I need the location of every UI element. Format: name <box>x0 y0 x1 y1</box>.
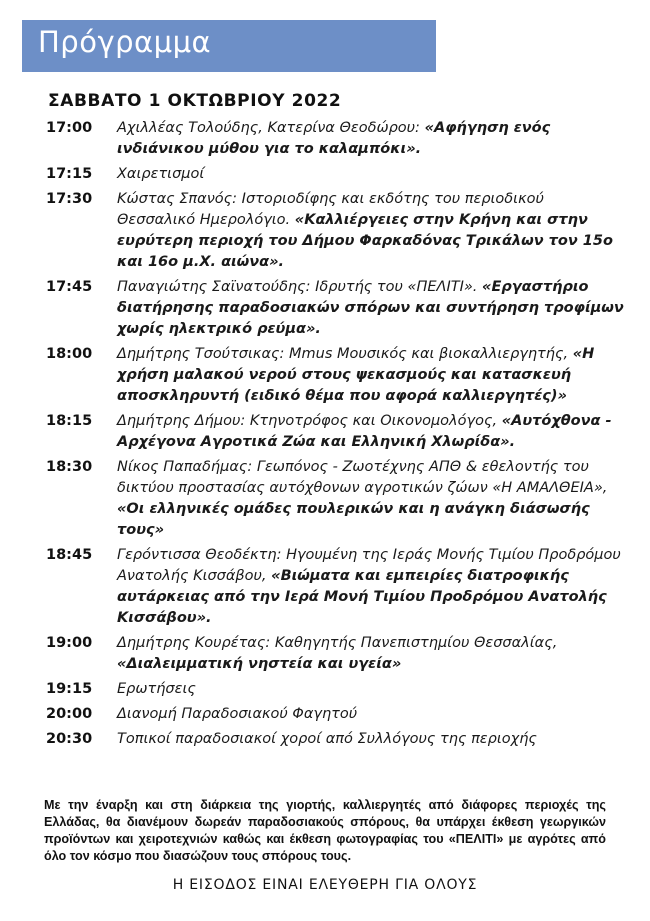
schedule-description <box>117 545 626 629</box>
footer-note: Με την έναρξη και στη διάρκεια της γιορτής, καλλιεργητές από διάφορες περιοχές της Ελλάδας, θα διανέμουν δωρεάν παραδοσιακούς σπόρους, θα υπάρχει έκθεση γεωργικών προϊόντων και χειροτεχνιών καθώς και έκθεση φωτογραφίας του «ΠΕΛΙΤΙ» με αγρότες από όλο τον κόσμο που διασώζουν τους σπόρους τους. <box>44 798 606 863</box>
talk-title: «Αφήγηση ενός ινδιάνικου μύθου για το καλαμπόκι». <box>117 120 551 157</box>
schedule-time: 17:15 <box>46 166 93 182</box>
schedule-item <box>46 344 626 407</box>
speaker-text: Τοπικοί παραδοσιακοί χοροί από Συλλόγους της περιοχής <box>117 731 537 747</box>
schedule-item <box>46 411 626 453</box>
talk-title: «Καλλιέργειες στην Κρήνη και στην ευρύτερη περιοχή του Δήμου Φαρκαδόνας Τρικάλων τον 15ο και 16ο μ.Χ. αιώνα». <box>117 212 613 270</box>
schedule-time: 18:30 <box>46 459 93 475</box>
date-heading: ΣΑΒΒΑΤΟ 1 ΟΚΤΩΒΡΙΟΥ 2022 <box>48 91 342 111</box>
free-entrance-notice: Η ΕΙΣΟΔΟΣ ΕΙΝΑΙ ΕΛΕΥΘΕΡΗ ΓΙΑ ΟΛΟΥΣ <box>172 877 478 893</box>
schedule-time: 17:30 <box>46 191 93 207</box>
schedule-description <box>117 344 626 407</box>
speaker-text: Δημήτρης Δήμου: Κτηνοτρόφος και Οικονομολόγος, <box>117 413 502 429</box>
schedule-time: 17:45 <box>46 279 93 295</box>
schedule-item <box>46 118 626 160</box>
schedule-time: 18:45 <box>46 547 93 563</box>
schedule-item <box>46 164 626 185</box>
schedule-item <box>46 457 626 541</box>
title-banner <box>22 20 436 72</box>
speaker-text: Παναγιώτης Σαϊνατούδης: Ιδρυτής του «ΠΕΛΙΤΙ». <box>117 279 483 295</box>
schedule-item <box>46 729 626 750</box>
schedule-description <box>117 729 626 750</box>
speaker-text: Ερωτήσεις <box>117 681 196 697</box>
schedule-time: 20:30 <box>46 731 93 747</box>
schedule-time: 18:00 <box>46 346 93 362</box>
schedule-list <box>46 118 626 750</box>
schedule-item <box>46 189 626 273</box>
schedule-description <box>117 277 626 340</box>
schedule-item <box>46 277 626 340</box>
schedule-description <box>117 189 626 273</box>
talk-title: «Η χρήση μαλακού νερού στους ψεκασμούς και κατασκευή αποσκληρυντή (ειδικό θέμα που αφορά καλλιεργητές)» <box>117 346 595 404</box>
talk-title: «Οι ελληνικές ομάδες πουλερικών και η ανάγκη διάσωσής τους» <box>117 501 590 538</box>
talk-title: «Διαλειμματική νηστεία και υγεία» <box>117 656 402 672</box>
schedule-description <box>117 679 626 700</box>
schedule-item <box>46 679 626 700</box>
schedule-time: 19:00 <box>46 635 93 651</box>
schedule-description <box>117 164 626 185</box>
talk-title: «Αυτόχθονα - Αρχέγονα Αγροτικά Ζώα και Ελληνική Χλωρίδα». <box>117 413 612 450</box>
schedule-description <box>117 457 626 541</box>
schedule-description <box>117 704 626 725</box>
schedule-description <box>117 118 626 160</box>
schedule-item <box>46 633 626 675</box>
schedule-description <box>117 633 626 675</box>
speaker-text: Κώστας Σπανός: Ιστοριοδίφης και εκδότης του περιοδικού Θεσσαλικό Ημερολόγιο. <box>117 191 544 228</box>
talk-title: «Εργαστήριο διατήρησης παραδοσιακών σπόρων και συντήρηση τροφίμων χωρίς ηλεκτρικό ρεύμα». <box>117 279 624 337</box>
speaker-text: Γερόντισσα Θεοδέκτη: Ηγουμένη της Ιεράς Μονής Τιμίου Προδρόμου Ανατολής Κισσάβου, <box>117 547 621 584</box>
speaker-text: Νίκος Παπαδήμας: Γεωπόνος - Ζωοτέχνης ΑΠΘ & εθελοντής του δικτύου προστασίας αυτόχθονων αγροτικών ζώων «Η ΑΜΑΛΘΕΙΑ», <box>117 459 608 496</box>
speaker-text: Δημήτρης Κουρέτας: Καθηγητής Πανεπιστημίου Θεσσαλίας, <box>117 635 558 651</box>
speaker-text: Διανομή Παραδοσιακού Φαγητού <box>117 706 358 722</box>
schedule-time: 17:00 <box>46 120 93 136</box>
page-title: Πρόγραμμα <box>38 25 212 59</box>
speaker-text: Δημήτρης Τσούτσικας: Mmus Μουσικός και βιοκαλλιεργητής, <box>117 346 573 362</box>
schedule-time: 20:00 <box>46 706 93 722</box>
speaker-text: Χαιρετισμοί <box>117 166 205 182</box>
schedule-item <box>46 545 626 629</box>
schedule-item <box>46 704 626 725</box>
speaker-text: Αχιλλέας Τολούδης, Κατερίνα Θεοδώρου: <box>117 120 425 136</box>
schedule-time: 18:15 <box>46 413 93 429</box>
schedule-time: 19:15 <box>46 681 93 697</box>
schedule-description <box>117 411 626 453</box>
talk-title: «Βιώματα και εμπειρίες διατροφικής αυτάρκειας από την Ιερά Μονή Τιμίου Προδρόμου Ανατολής Κισσάβου». <box>117 568 607 626</box>
